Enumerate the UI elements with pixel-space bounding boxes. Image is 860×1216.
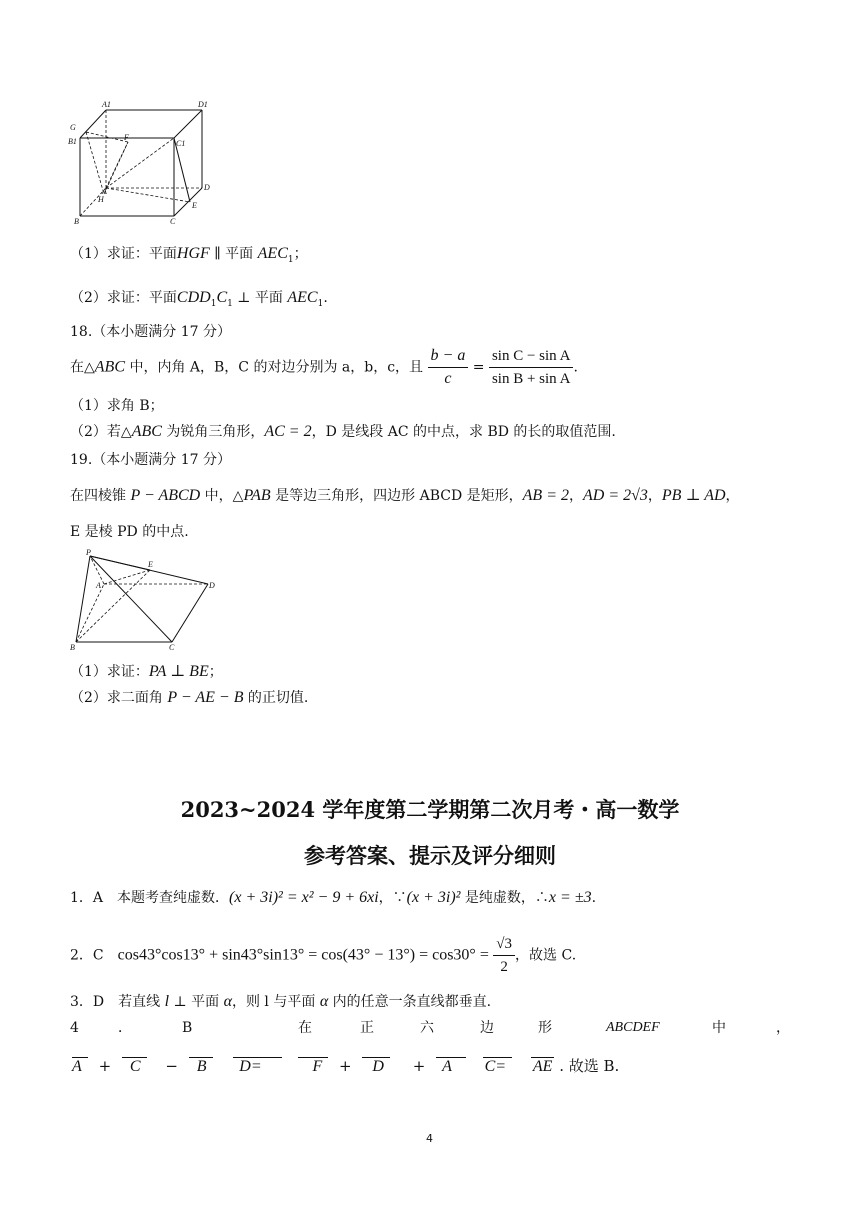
fig2-label: B bbox=[70, 643, 75, 652]
q18-part2: （2）若△ABC 为锐角三角形，AC = 2，D 是线段 AC 的中点，求 BD 的长的取值范围. bbox=[70, 423, 616, 440]
q17-part2: （2）求证：平面$CDD_1C_1$ ⊥ 平面 $AEC_1$. bbox=[70, 289, 328, 309]
fig1-label: E bbox=[192, 201, 197, 210]
q18-stem: 在△ABC 中，内角 A，B，C 的对边分别为 a，b，c，且 $\frac{b - a}{c}$ = $\frac{\text{sin C − sin A}}{\text{sin B + sin A}}$ . bbox=[70, 347, 578, 387]
fig1-label: A bbox=[102, 187, 107, 196]
q19-header: 19.（本小题满分 17 分） bbox=[70, 452, 231, 468]
fig1-label: D bbox=[204, 183, 210, 192]
answer-1: 1．A 本题考查纯虚数．(x + 3i)² = x² − 9 + 6xi，∵(x + 3i)² 是纯虚数，∴x = ±3. bbox=[70, 889, 597, 906]
fig2-label: P bbox=[86, 548, 91, 557]
fig1-label: C bbox=[170, 217, 176, 226]
fig1-label: F bbox=[124, 133, 129, 142]
figure-prism bbox=[66, 98, 214, 226]
answer-4-line2: A + C − B D= F + D + A C= AE . 故选 B. bbox=[72, 1057, 620, 1075]
page-number: 4 bbox=[426, 1132, 433, 1145]
answers-title: 2023~2024 学年度第二学期第二次月考・高一数学 bbox=[180, 797, 680, 822]
fig1-label: C1 bbox=[176, 139, 186, 148]
q19-part1: （1）求证：PA ⊥ BE； bbox=[70, 663, 223, 680]
fraction: $\frac{b - a}{c}$ bbox=[428, 346, 469, 389]
fraction: $\frac{√3}{2}$ bbox=[493, 934, 515, 977]
figure-pyramid bbox=[68, 548, 218, 652]
answer-3: 3．D 若直线 l ⊥ 平面 α，则 l 与平面 α 内的任意一条直线都垂直. bbox=[70, 993, 492, 1010]
fig2-label: A bbox=[96, 581, 101, 590]
fraction: $\frac{\text{sin C − sin A}}{\text{sin B + sin A}}$ bbox=[489, 346, 573, 389]
q19-stem-line2: E 是棱 PD 的中点. bbox=[70, 524, 189, 540]
q19-part2: （2）求二面角 P − AE − B 的正切值. bbox=[70, 689, 309, 706]
fig1-label: A1 bbox=[102, 100, 111, 109]
q19-stem: 在四棱锥 P − ABCD 中，△PAB 是等边三角形，四边形 ABCD 是矩形，AB = 2，AD = 2√3，PB ⊥ AD， bbox=[70, 487, 740, 504]
answers-subtitle: 参考答案、提示及评分细则 bbox=[304, 843, 556, 868]
fig1-label: B1 bbox=[68, 137, 77, 146]
fig1-label: B bbox=[74, 217, 79, 226]
q18-part1: （1）求角 B； bbox=[70, 398, 164, 414]
answer-2: 2．C cos43°cos13° + sin43°sin13° = cos(43° − 13°) = cos30° = $\frac{√3}{2}$ ，故选 C. bbox=[70, 936, 577, 975]
fig2-label: D bbox=[209, 581, 215, 590]
q18-header: 18.（本小题满分 17 分） bbox=[70, 324, 231, 340]
fig1-label: G bbox=[70, 123, 76, 132]
fig2-label: E bbox=[148, 560, 153, 569]
fig1-label: D1 bbox=[198, 100, 208, 109]
fig1-label: H bbox=[98, 195, 104, 204]
q17-part1: （1）求证：平面HGF ∥ 平面 $AEC_1$； bbox=[70, 245, 308, 265]
fig2-label: C bbox=[169, 643, 175, 652]
